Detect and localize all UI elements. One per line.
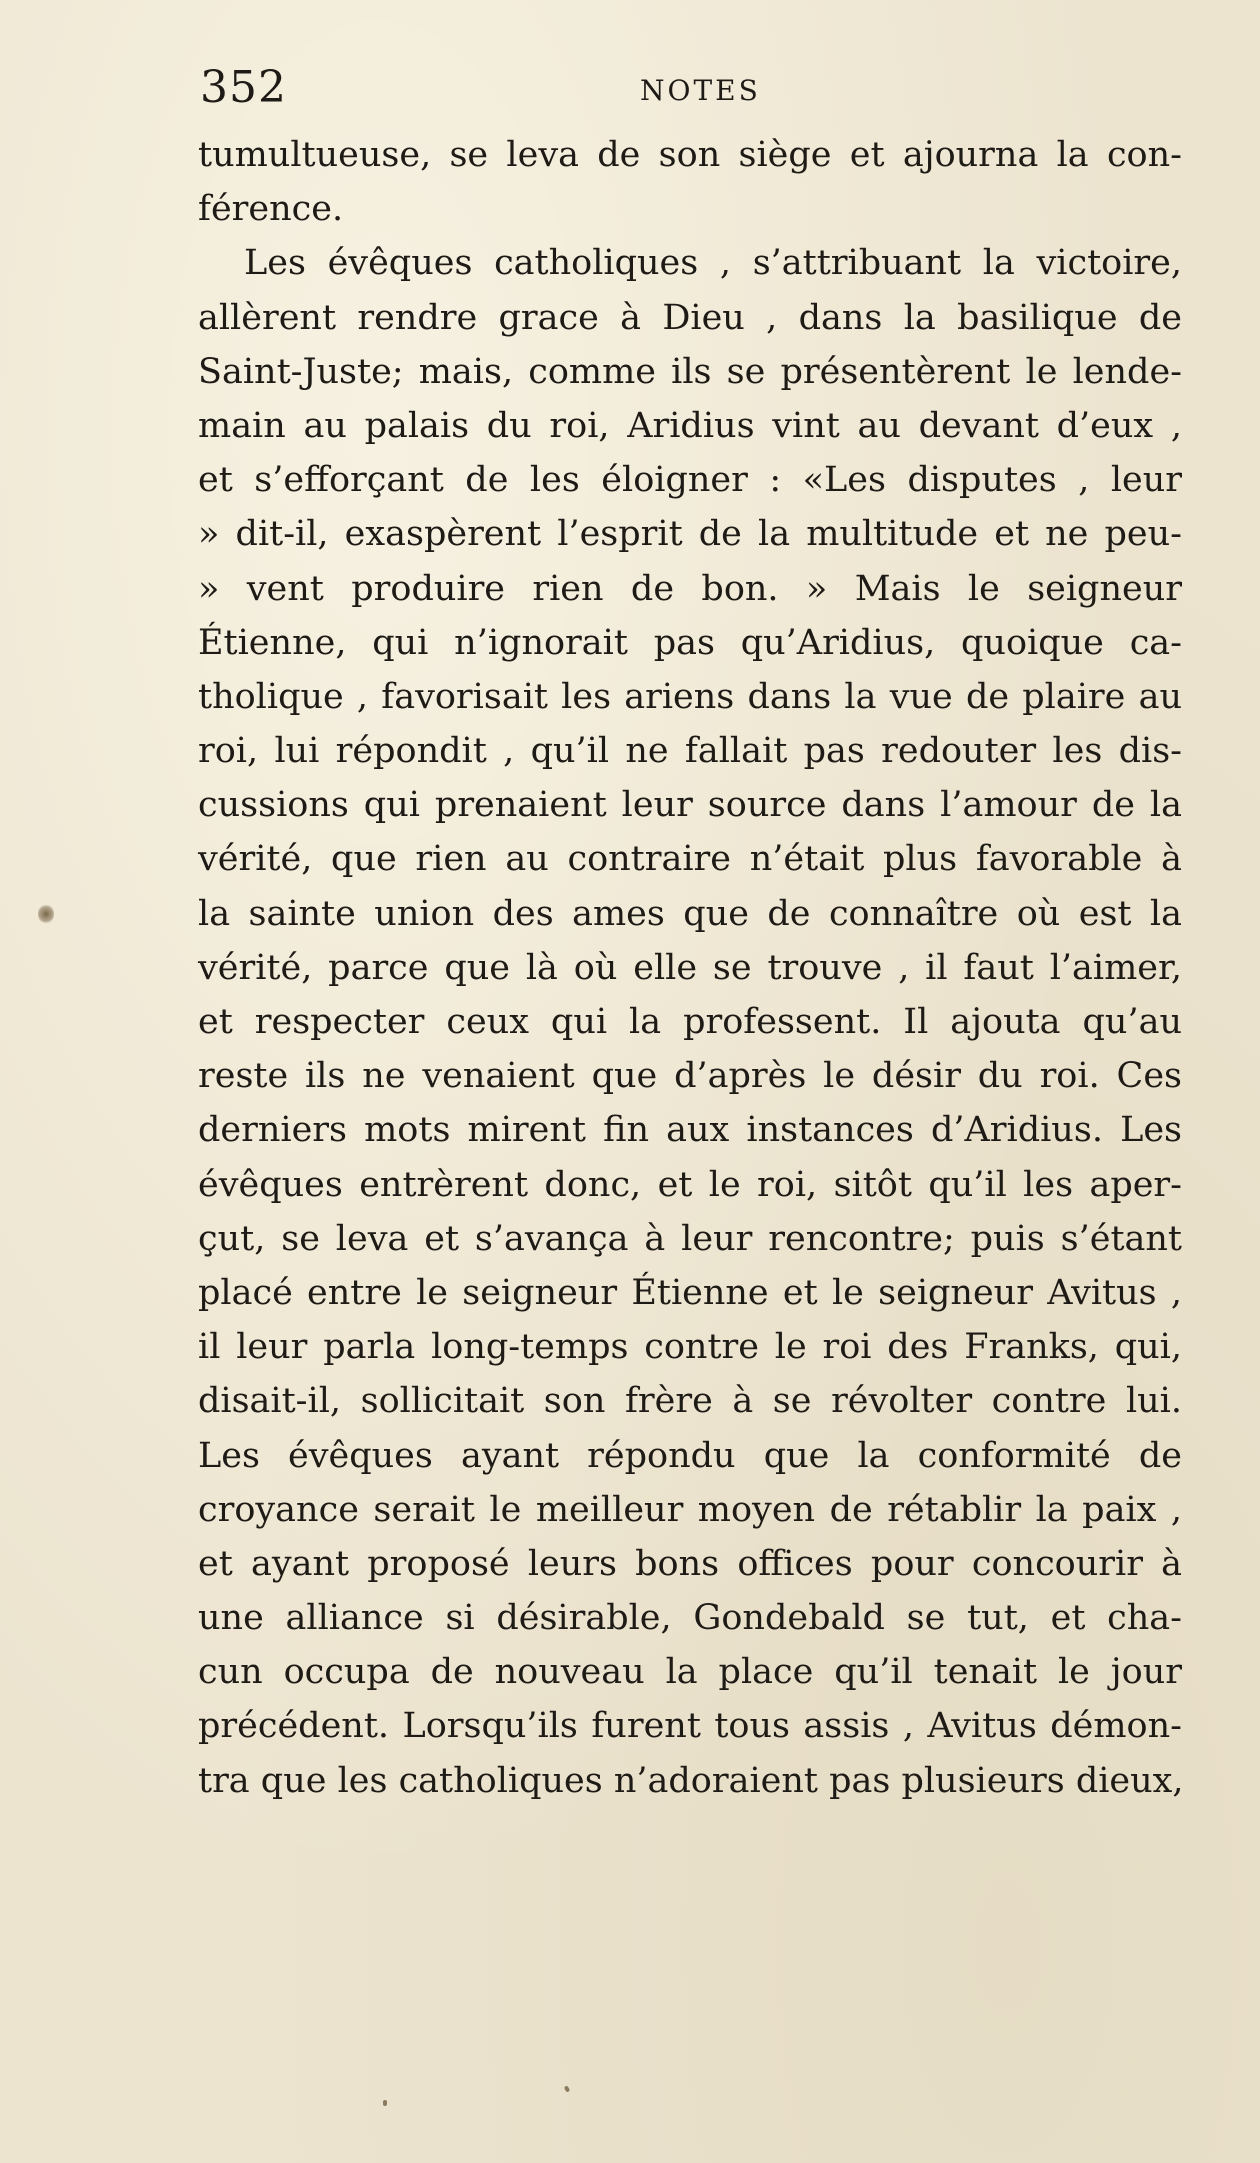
paper-speck [383, 2100, 387, 2106]
running-title: NOTES [640, 74, 761, 107]
text-line: croyance serait le meilleur moyen de rétablir la paix , [198, 1489, 1182, 1530]
text-line: tumultueuse, se leva de son siège et ajourna la con- [198, 135, 1182, 175]
text-line: la sainte union des ames que de connaître où est la [198, 893, 1182, 934]
text-line: tholique , favorisait les ariens dans la vue de plaire au [198, 676, 1182, 717]
text-line: et s’efforçant de les éloigner : «Les disputes , leur [198, 460, 1182, 501]
text-line: roi, lui répondit , qu’il ne fallait pas redouter les dis- [198, 731, 1182, 772]
ink-smudge [38, 904, 54, 924]
text-line: Les évêques catholiques , s’attribuant la victoire, [244, 243, 1182, 284]
text-line: Étienne, qui n’ignorait pas qu’Aridius, quoique ca- [198, 622, 1182, 663]
text-line: Les évêques ayant répondu que la conformité de [198, 1435, 1182, 1476]
text-line: çut, se leva et s’avança à leur rencontre; puis s’étant [198, 1218, 1182, 1259]
text-line: allèrent rendre grace à Dieu , dans la basilique de [198, 297, 1182, 338]
text-line: férence. [198, 189, 344, 230]
paper-speck [564, 2085, 570, 2092]
page-number: 352 [200, 62, 287, 113]
text-line: et ayant proposé leurs bons offices pour concourir à [198, 1543, 1182, 1584]
text-line: cussions qui prenaient leur source dans l’amour de la [198, 785, 1182, 826]
body-text [198, 128, 1182, 1808]
text-line: vérité, parce que là où elle se trouve , il faut l’aimer, [198, 947, 1182, 988]
text-line: précédent. Lorsqu’ils furent tous assis , Avitus démon- [198, 1706, 1182, 1747]
text-line: il leur parla long-temps contre le roi des Franks, qui, [198, 1327, 1182, 1368]
text-line: évêques entrèrent donc, et le roi, sitôt qu’il les aper- [198, 1164, 1182, 1205]
text-line: tra que les catholiques n’adoraient pas plusieurs dieux, [198, 1760, 1184, 1801]
text-line: derniers mots mirent fin aux instances d’Aridius. Les [198, 1110, 1182, 1151]
running-head [200, 62, 1170, 118]
text-line: une alliance si désirable, Gondebald se tut, et cha- [198, 1598, 1182, 1639]
text-line: Saint-Juste; mais, comme ils se présentèrent le lende- [198, 351, 1182, 392]
text-line: » dit-il, exaspèrent l’esprit de la multitude et ne peu- [198, 514, 1182, 555]
text-line: placé entre le seigneur Étienne et le seigneur Avitus , [198, 1272, 1182, 1313]
text-line: cun occupa de nouveau la place qu’il tenait le jour [198, 1652, 1182, 1693]
text-line: » vent produire rien de bon. » Mais le seigneur [198, 568, 1182, 609]
text-line: disait-il, sollicitait son frère à se révolter contre lui. [198, 1381, 1182, 1422]
text-line: reste ils ne venaient que d’après le désir du roi. Ces [198, 1056, 1182, 1097]
text-line: main au palais du roi, Aridius vint au devant d’eux , [198, 405, 1182, 446]
text-line: vérité, que rien au contraire n’était plus favorable à [198, 839, 1182, 880]
text-line: et respecter ceux qui la professent. Il ajouta qu’au [198, 1002, 1182, 1042]
